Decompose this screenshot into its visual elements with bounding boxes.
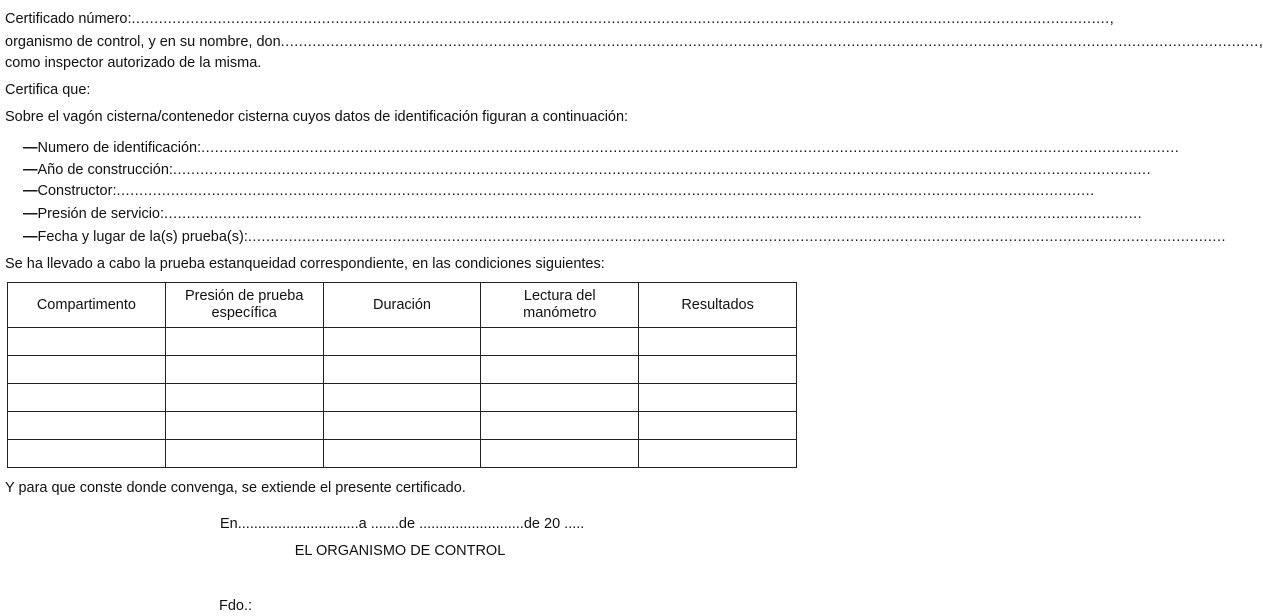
- table-cell[interactable]: [8, 356, 166, 384]
- field-label: Numero de identificación:: [37, 140, 202, 156]
- table-cell[interactable]: [165, 440, 323, 468]
- test-results-table: [7, 282, 797, 468]
- test-intro: Se ha llevado a cabo la prueba estanqueidad correspondiente, en las condiciones siguientes:: [5, 256, 605, 272]
- table-cell[interactable]: [8, 328, 166, 356]
- inspector-text: como inspector autorizado de la misma.: [5, 55, 262, 71]
- table-cell[interactable]: [323, 356, 481, 384]
- table-cell[interactable]: [481, 440, 639, 468]
- table-cell[interactable]: [165, 328, 323, 356]
- table-row: [8, 384, 797, 412]
- intro-text: Sobre el vagón cisterna/contenedor cisterna cuyos datos de identificación figuran a continuación:: [5, 109, 629, 125]
- table-cell[interactable]: [165, 356, 323, 384]
- table-cell[interactable]: [481, 356, 639, 384]
- field-date-place: [23, 227, 1227, 247]
- field-label: Constructor:: [37, 183, 117, 199]
- table-cell[interactable]: [639, 412, 797, 440]
- table-cell[interactable]: [8, 412, 166, 440]
- cert-number-label: Certificado número:: [5, 11, 132, 27]
- year-blank[interactable]: .....: [564, 516, 585, 532]
- field-label: Fecha y lugar de la(s) prueba(s):: [37, 229, 248, 245]
- table-cell[interactable]: [323, 440, 481, 468]
- day-blank[interactable]: .......: [370, 516, 399, 532]
- table-row: [8, 440, 797, 468]
- field-blank[interactable]: ........................................................................................................................................................................................................................: [116, 183, 1095, 199]
- dash-bullet: —: [23, 162, 38, 178]
- table-header-row: [8, 283, 797, 328]
- cert-number-line: Certificado número: ........................................................................................................................................................................................................................ ,: [5, 11, 1114, 27]
- organism-signature-title: EL ORGANISMO DE CONTROL: [294, 543, 506, 559]
- header-resultados: Resultados: [639, 283, 797, 328]
- field-label: Presión de servicio:: [37, 206, 165, 222]
- table-row: [8, 356, 797, 384]
- field-constructor: [23, 181, 1095, 201]
- field-blank[interactable]: ........................................................................................................................................................................................................................: [164, 206, 1143, 222]
- table-cell[interactable]: [639, 356, 797, 384]
- table-cell[interactable]: [323, 412, 481, 440]
- fdo-label: Fdo.:: [219, 598, 253, 614]
- cert-number-blank[interactable]: ........................................................................................................................................................................................................................: [131, 11, 1110, 27]
- dash-bullet: —: [23, 183, 38, 199]
- field-blank[interactable]: ........................................................................................................................................................................................................................: [201, 140, 1180, 156]
- table-cell[interactable]: [481, 328, 639, 356]
- header-lectura: Lectura del manómetro: [481, 283, 639, 328]
- header-presion: Presión de prueba específica: [165, 283, 323, 328]
- place-date-line: En..............................a .......de ..........................de 20 .....: [220, 516, 585, 532]
- organism-line: organismo de control, y en su nombre, don ........................................................................................................................................................................................................................ ,: [5, 34, 1263, 50]
- table-cell[interactable]: [481, 384, 639, 412]
- table-cell[interactable]: [165, 412, 323, 440]
- table-cell[interactable]: [323, 328, 481, 356]
- table-row: [8, 328, 797, 356]
- dash-bullet: —: [23, 206, 38, 222]
- table-row: [8, 412, 797, 440]
- header-duracion: Duración: [323, 283, 481, 328]
- field-year: [23, 160, 1152, 180]
- month-blank[interactable]: ..........................: [419, 516, 524, 532]
- field-blank[interactable]: ........................................................................................................................................................................................................................: [247, 229, 1227, 245]
- closing-text: Y para que conste donde convenga, se extiende el presente certificado.: [5, 480, 466, 496]
- field-identification: [23, 138, 1180, 158]
- table-cell[interactable]: [323, 384, 481, 412]
- dash-bullet: —: [23, 140, 38, 156]
- field-pressure: [23, 204, 1143, 224]
- table-cell[interactable]: [8, 440, 166, 468]
- place-blank[interactable]: ..............................: [237, 516, 359, 532]
- dash-bullet: —: [23, 229, 38, 245]
- organism-label: organismo de control, y en su nombre, don: [5, 34, 281, 50]
- header-compartimento: Compartimento: [8, 283, 166, 328]
- field-blank[interactable]: ........................................................................................................................................................................................................................: [172, 162, 1152, 178]
- inspector-name-blank[interactable]: ........................................................................................................................................................................................................................: [280, 34, 1259, 50]
- table-cell[interactable]: [639, 328, 797, 356]
- table-cell[interactable]: [639, 440, 797, 468]
- table-cell[interactable]: [8, 384, 166, 412]
- certifica-que: Certifica que:: [5, 82, 91, 98]
- field-label: Año de construcción:: [37, 162, 173, 178]
- table-cell[interactable]: [481, 412, 639, 440]
- table-cell[interactable]: [165, 384, 323, 412]
- table-cell[interactable]: [639, 384, 797, 412]
